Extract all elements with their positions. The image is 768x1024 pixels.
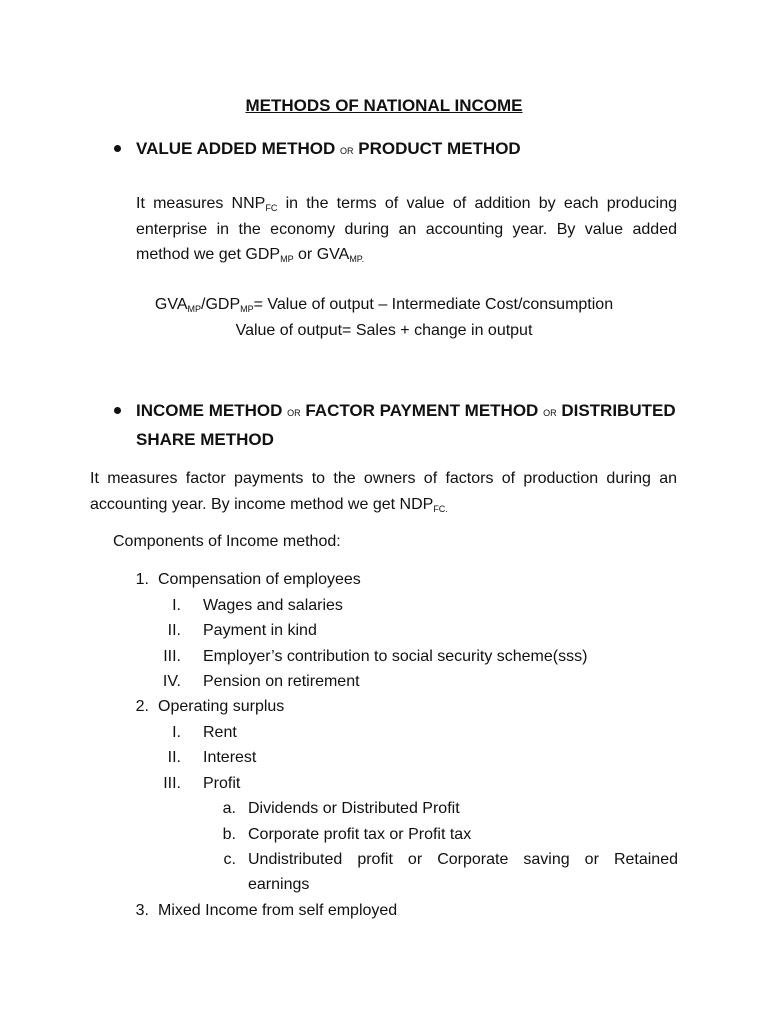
text: accounting year. By income method we get NDP [90, 496, 434, 513]
text: or GVA [298, 246, 350, 263]
subscript: FC. [433, 504, 448, 514]
list-number: 3. [135, 902, 149, 919]
list-item: Wages and salaries [203, 597, 343, 614]
section1-heading [136, 139, 521, 159]
list-number: I. [172, 597, 181, 614]
list-number: c. [223, 851, 236, 868]
list-item: Pension on retirement [203, 673, 360, 690]
paragraph-line [136, 195, 677, 213]
list-item: Payment in kind [203, 622, 317, 639]
list-number: II. [167, 749, 181, 766]
list-number: a. [222, 800, 236, 817]
text: It measures NNP [136, 195, 266, 212]
subscript: FC [265, 203, 278, 213]
text: method we get GDP [136, 246, 281, 263]
list-item: Interest [203, 749, 257, 766]
heading-part: INCOME METHOD [136, 401, 283, 420]
heading-or: OR [543, 408, 557, 418]
list-item: Operating surplus [158, 698, 285, 715]
list-number: 1. [135, 571, 149, 588]
page-title: METHODS OF NATIONAL INCOME [245, 96, 523, 115]
text: /GDP [201, 296, 241, 313]
list-item-cont: earnings [248, 876, 310, 893]
list-number: I. [172, 724, 181, 741]
section2-heading [136, 401, 676, 421]
heading-part: DISTRIBUTED [561, 401, 676, 420]
list-item: Profit [203, 775, 241, 792]
paragraph-line: enterprise in the economy during an accounting year. By value added [136, 221, 677, 238]
section2-heading-cont: SHARE METHOD [136, 430, 274, 449]
list-number: III. [163, 648, 181, 665]
heading-or: OR [340, 146, 354, 156]
subscript: MP [240, 304, 254, 314]
list-item: Dividends or Distributed Profit [248, 800, 460, 817]
text: = Value of output – Intermediate Cost/consumption [253, 296, 614, 313]
heading-part: VALUE ADDED METHOD [136, 139, 336, 158]
list-item: Mixed Income from self employed [158, 902, 398, 919]
heading-or: OR [287, 408, 301, 418]
subscript: MP. [349, 254, 365, 264]
list-number: b. [222, 826, 236, 843]
list-item: Rent [203, 724, 237, 741]
subscript: MP [187, 304, 201, 314]
list-number: 2. [135, 698, 149, 715]
text: GVA [154, 296, 188, 313]
paragraph-line [90, 496, 448, 514]
paragraph-line [136, 246, 364, 264]
paragraph-line: It measures factor payments to the owners of factors of production during an [90, 470, 677, 487]
bullet-icon [114, 145, 121, 152]
bullet-icon [114, 407, 121, 414]
list-item: Corporate profit tax or Profit tax [248, 826, 472, 843]
text: in the terms of value of addition by each producing [285, 195, 677, 212]
list-number: IV. [162, 673, 181, 690]
list-item: Employer’s contribution to social security scheme(sss) [203, 648, 588, 665]
heading-part: FACTOR PAYMENT METHOD [305, 401, 539, 420]
list-item: Compensation of employees [158, 571, 361, 588]
list-number: II. [167, 622, 181, 639]
components-label: Components of Income method: [113, 533, 341, 550]
list-number: III. [163, 775, 181, 792]
formula-line: Value of output= Sales + change in output [235, 322, 533, 339]
formula-line [0, 296, 768, 314]
heading-part: PRODUCT METHOD [358, 139, 521, 158]
subscript: MP [280, 254, 294, 264]
list-item: Undistributed profit or Corporate saving or Retained [248, 851, 678, 868]
